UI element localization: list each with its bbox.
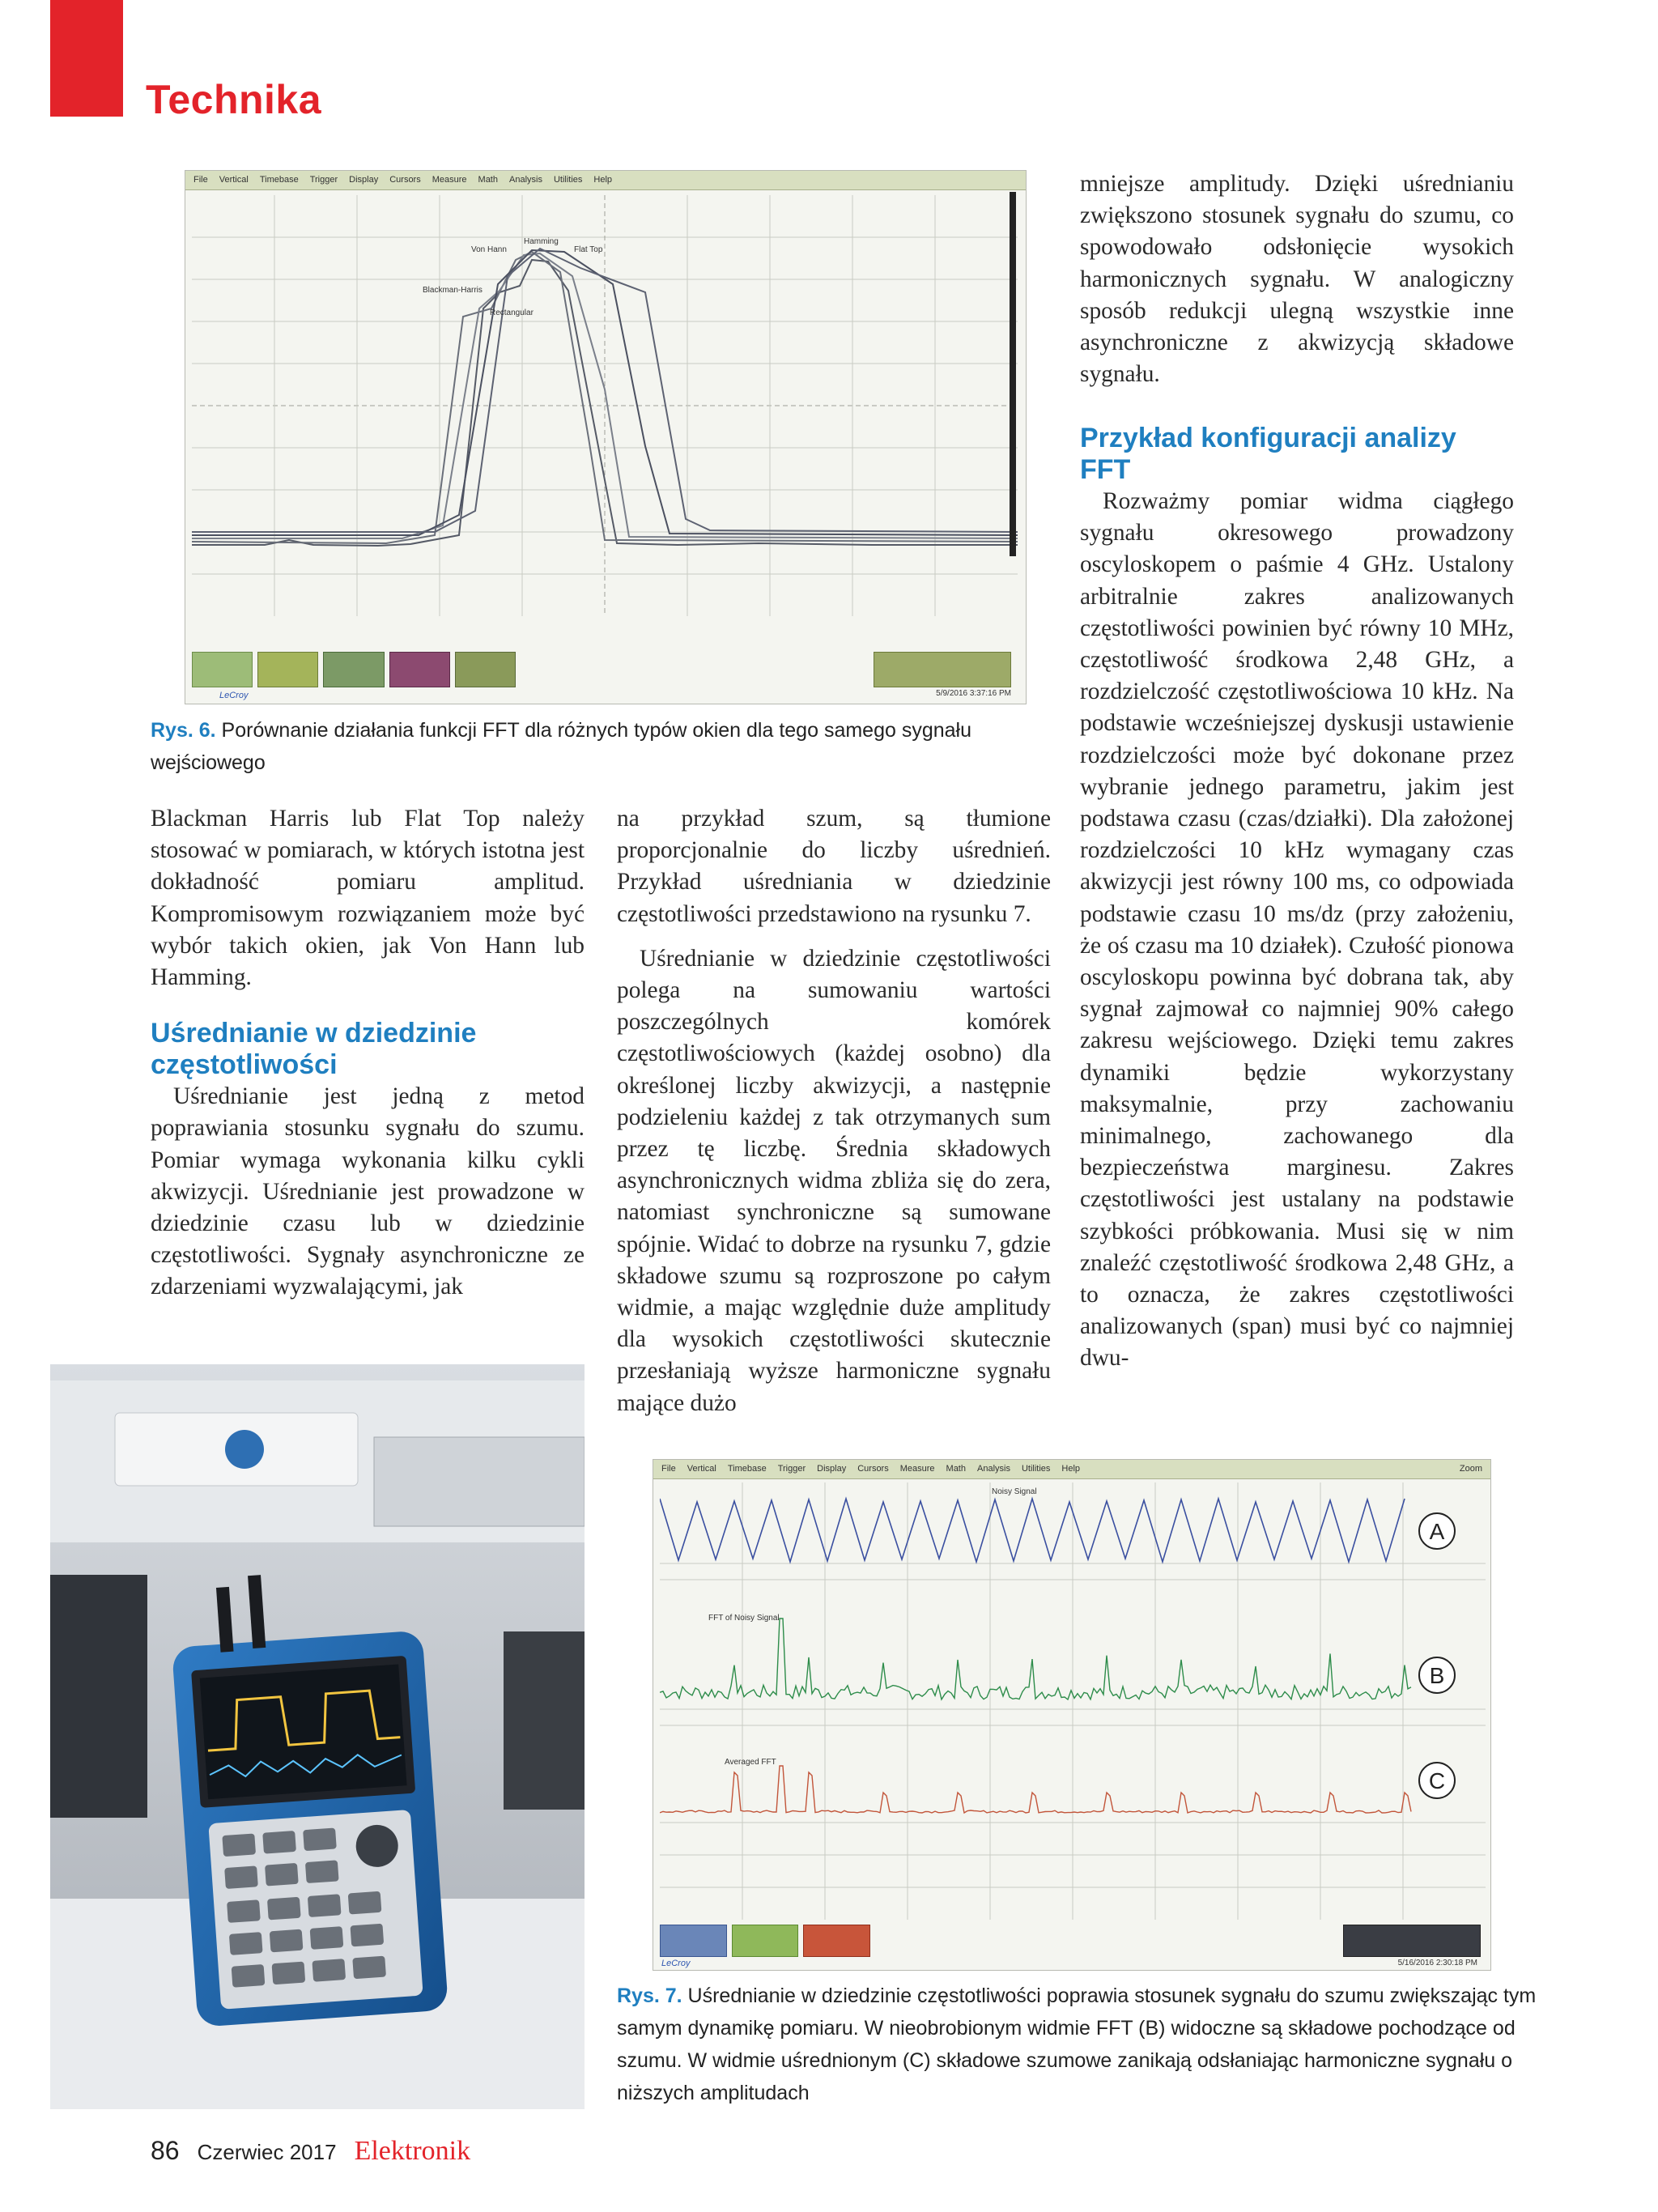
- paragraph: mniejsze amplitudy. Dzięki uśrednianiu zwiększono stosunek sygnału do szumu, co spowodowało odsłonięcie wysokich harmonicznych sygnału. W analogiczny sposób redukcji ulegną wszystkie inne asynchroniczne z akwizycją składowe sygnału.: [1080, 171, 1514, 388]
- paragraph: Uśrednianie w dziedzinie częstotliwości polega na sumowaniu wartości poszczególnych komórek częstotliwościowych (każdej osobno) dla określonej liczby akwizycji, a następnie podzieleniu każdej z tak otrzymanych sum przez tę liczbę. Średnia składowych asynchronicznych widma zbliża się do zera, natomiast synchroniczne są sumowane spójnie. Widać to dobrze na rysunku 7, gdzie składowe szumu są rozproszone po całym widmie, a mając względnie duże amplitudy dla wysokich częstotliwości skutecznie przesłaniają wyższe harmoniczne sygnału mające dużo: [617, 945, 1051, 1416]
- figure-6-caption: [151, 714, 1057, 779]
- heading-fft-configuration: Przykład konfiguracji analizy FFT: [1080, 423, 1456, 485]
- menu-item: Cursors: [389, 175, 421, 185]
- marker-label: C: [1428, 1768, 1446, 1793]
- menu-item: Utilities: [1021, 1464, 1051, 1474]
- figure-7-brand: LeCroy: [661, 1959, 691, 1968]
- menu-item: Help: [593, 175, 613, 185]
- section-color-tab: [50, 0, 123, 117]
- paragraph: Blackman Harris lub Flat Top należy stosować w pomiarach, w których istotna jest dokładność pomiaru amplitud. Kompromisowym rozwiązaniem może być wybór takich okien, jak Von Hann lub Hamming.: [151, 806, 585, 991]
- figure-6-grid: [192, 195, 1018, 616]
- figure-7-timestamp: 5/16/2016 2:30:18 PM: [1397, 1959, 1477, 1967]
- menu-item: Math: [478, 175, 498, 185]
- figure-6-screenshot: [185, 170, 1027, 704]
- menu-item: Math: [946, 1464, 966, 1474]
- trace-noisy-signal: [660, 1499, 1405, 1562]
- figure-6-menubar: [185, 171, 1026, 190]
- figure-7-caption-text: Uśrednianie w dziedzinie częstotliwości poprawia stosunek sygnału do szumu zwiększając tym samym dynamikę pomiaru. W nieobrobionym widmie FFT (B) widoczne są składowe pochodzące od szumu. W widmie uśrednionym (C) składowe szumowe zanikają odsłaniając harmoniczne sygnału o niższych amplitudach: [617, 1984, 1537, 2104]
- paragraph: Uśrednianie jest jedną z metod poprawiania stosunku sygnału do szumu. Pomiar wymaga wykonania kilku cykli akwizycji. Uśrednianie jest prowadzone w dziedzinie czasu lub w dziedzinie częstotliwości. Sygnały asynchroniczne ze zdarzeniami wyzwalającymi, jak: [151, 1083, 585, 1300]
- page-number: 86: [151, 2136, 180, 2165]
- right-column-top: [1080, 168, 1514, 390]
- menu-item: Utilities: [553, 175, 583, 185]
- menu-zoom: Zoom: [1459, 1464, 1482, 1474]
- figure-6-channel-boxes: [192, 652, 516, 687]
- curve-label: Flat Top: [574, 245, 603, 254]
- curve-label: Hamming: [524, 237, 559, 246]
- figure-7-plot: [660, 1482, 1486, 1920]
- handheld-oscilloscope-photo: [50, 1364, 585, 2109]
- figure-6-caption-text: Porównanie działania funkcji FFT dla różnych typów okien dla tego samego sygnału wejściowego: [151, 719, 971, 774]
- trace-label: Noisy Signal: [992, 1487, 1037, 1496]
- heading-frequency-averaging: Uśrednianie w dziedzinie częstotliwości: [151, 1018, 477, 1081]
- menu-item: Analysis: [509, 175, 542, 185]
- menu-item: Timebase: [727, 1464, 767, 1474]
- photo-illustration: [50, 1364, 585, 2109]
- figure-7-screenshot: [653, 1459, 1491, 1971]
- paragraph: Rozważmy pomiar widma ciągłego sygnału okresowego prowadzony oscyloskopem o paśmie 4 GHz. Ustalony arbitralnie zakres analizowanych częstotliwości powinien być równy 10 MHz, częstotliwość środkowa 2,48 GHz, a rozdzielczość częstotliwościowa 10 kHz. Na podstawie wcześniejszej dyskusji ustawienie rozdzielczości może być dokonane przez wybranie jednego parametru, jakim jest podstawa czasu (czas/działki). Dla założonej rozdzielczości 10 kHz wymagany czas akwizycji jest równy 100 ms, co odpowiada podstawie czasu 10 ms/dz (przy założeniu, że oś czasu ma 10 działek). Czułość pionowa oscyloskopu powinna być dobrana tak, aby sygnał zajmował co najmniej 90% całego zakresu wejściowego. Dzięki temu zakres dynamiki będzie wykorzystany maksymalnie, przy zachowaniu minimalnego, zachowanego dla bezpieczeństwa marginesu. Zakres częstotliwości jest ustalany na podstawie szybkości próbkowania. Musi się w nim znaleźć częstotliwość środkowa 2,48 GHz, a to oznacza, że zakres częstotliwości analizowanych (span) musi być co najmniej dwu-: [1080, 488, 1514, 1372]
- menu-item: Help: [1061, 1464, 1081, 1474]
- section-title: Technika: [146, 77, 322, 122]
- menu-item: Measure: [432, 175, 467, 185]
- page-footer: [151, 2136, 470, 2167]
- menu-item: Trigger: [309, 175, 338, 185]
- figure-6-timebase-box: [874, 652, 1011, 687]
- figure-6-caption-label: Rys. 6.: [151, 719, 216, 742]
- curve-label: Rectangular: [490, 308, 534, 317]
- middle-column: [617, 803, 1051, 1419]
- figure-7-menubar: [653, 1460, 1490, 1479]
- marker-label: A: [1429, 1519, 1445, 1544]
- trace-fft-noisy: [660, 1619, 1411, 1699]
- curve-label: Blackman-Harris: [423, 286, 483, 295]
- trace-label: FFT of Noisy Signal: [708, 1614, 780, 1623]
- figure-6-timestamp: 5/9/2016 3:37:16 PM: [936, 689, 1011, 698]
- magazine-name: Elektronik: [354, 2136, 471, 2166]
- left-column: [151, 803, 585, 1304]
- trace-label: Averaged FFT: [725, 1758, 776, 1767]
- menu-item: Timebase: [259, 175, 299, 185]
- menu-item: Trigger: [777, 1464, 806, 1474]
- figure-6-brand: LeCroy: [219, 691, 249, 700]
- figure-7-channel-boxes: [660, 1925, 870, 1957]
- menu-item: Vertical: [219, 175, 249, 185]
- menu-item: Display: [817, 1464, 847, 1474]
- paragraph: na przykład szum, są tłumione proporcjonalnie do liczby uśrednień. Przykład uśredniania w dziedzinie częstotliwości przedstawiono na rysunku 7.: [617, 806, 1051, 927]
- figure-7-caption-label: Rys. 7.: [617, 1984, 682, 2007]
- figure-6-right-bar: [1010, 192, 1016, 556]
- menu-item: Vertical: [687, 1464, 716, 1474]
- menu-item: File: [193, 175, 208, 185]
- figure-7-caption: [617, 1980, 1548, 2109]
- issue-date: Czerwiec 2017: [197, 2140, 337, 2164]
- menu-item: Analysis: [977, 1464, 1010, 1474]
- curve-label: Von Hann: [471, 245, 507, 254]
- trace-averaged-fft: [660, 1766, 1411, 1813]
- figure-6-plot: [192, 195, 1018, 616]
- menu-item: Cursors: [857, 1464, 889, 1474]
- figure-7-timebase-box: [1343, 1925, 1481, 1957]
- menu-item: Measure: [899, 1464, 935, 1474]
- menu-item: Display: [349, 175, 379, 185]
- right-column: [1080, 423, 1514, 1375]
- menu-item: File: [661, 1464, 676, 1474]
- marker-label: B: [1429, 1663, 1445, 1688]
